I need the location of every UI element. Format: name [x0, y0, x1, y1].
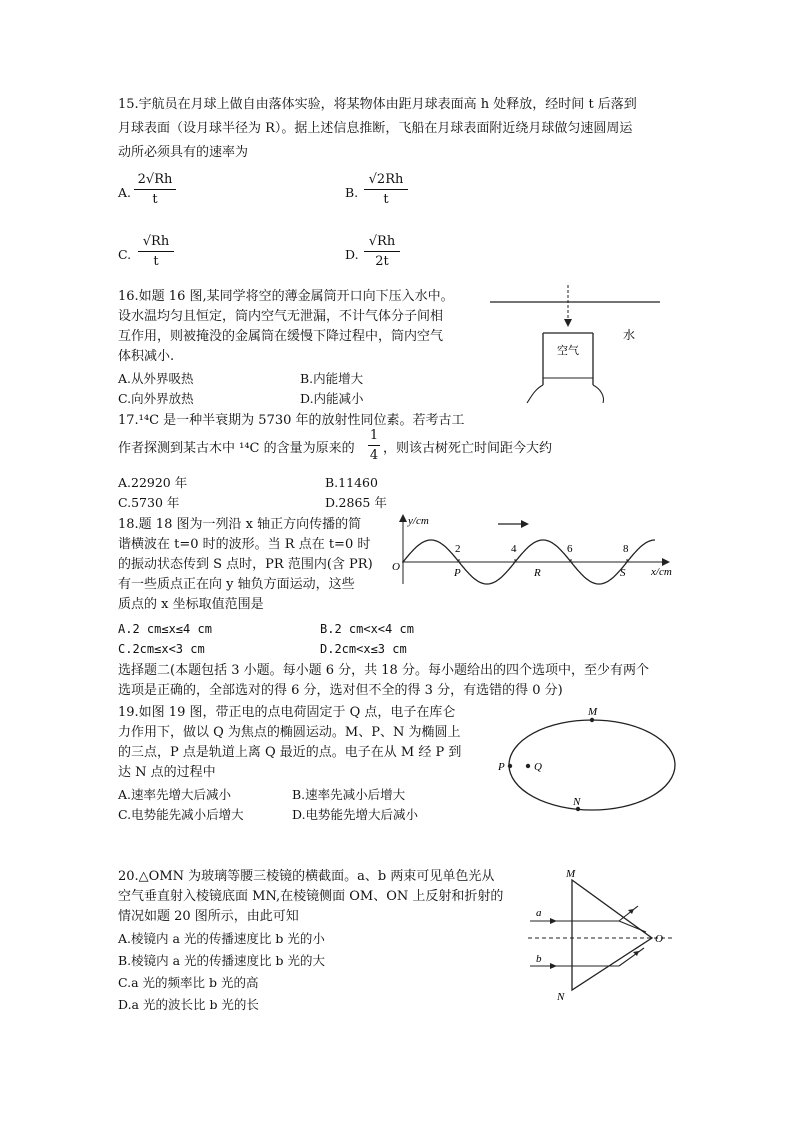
q17-line1: 17.¹⁴C 是一种半衰期为 5730 年的放射性同位素。若考古工 [118, 413, 465, 428]
q19-line3: 的三点，P 点是轨道上离 Q 最近的点。电子在从 M 经 P 到 [118, 745, 462, 760]
vertex-n-label: N [557, 991, 565, 1003]
q17-fraction [368, 428, 380, 463]
q15-option-c-fraction [138, 234, 174, 269]
q18-line4: 有一些质点正在向 y 轴负方面运动，这些 [118, 577, 355, 592]
q20-option-c: C.a 光的频率比 b 光的高 [118, 975, 259, 990]
q16-option-c: C.向外界放热 [118, 391, 194, 406]
q16-line2: 设水温均匀且恒定，筒内空气无泄漏，不计气体分子间相 [118, 309, 444, 324]
denominator: t [383, 192, 389, 207]
denominator: t [152, 192, 158, 207]
section2-line2: 选项是正确的，全部选对的得 6 分，选对但不全的得 3 分，有选错的得 0 分) [118, 683, 563, 698]
point-q-label: Q [534, 761, 542, 773]
q17-line2a: 作者探测到某古木中 ¹⁴C 的含量为原来的 [118, 441, 355, 456]
q20-option-d: D.a 光的波长比 b 光的长 [118, 997, 259, 1012]
q15-line1: 15.宇航员在月球上做自由落体实验，将某物体由距月球表面高 h 处释放，经时间 t 后落到 [118, 97, 637, 112]
q20-line2: 空气垂直射入棱镜底面 MN,在棱镜侧面 OM、ON 上反射和折射的 [118, 889, 504, 904]
q20-line1: 20.△OMN 为玻璃等腰三棱镜的横截面。a、b 两束可见单色光从 [118, 869, 495, 884]
q20-prism-figure [522, 866, 682, 1006]
q19-option-d: D.电势能先增大后减小 [292, 807, 419, 822]
q16-line1: 16.如题 16 图,某同学将空的薄金属筒开口向下压入水中。 [118, 289, 454, 304]
numerator: √Rh [368, 234, 396, 249]
q19-line2: 力作用下，做以 Q 为焦点的椭圆运动。M、P、N 为椭圆上 [118, 725, 461, 740]
q19-option-a: A.速率先增大后减小 [118, 787, 232, 802]
q15-line2: 月球表面（设月球半径为 R）。据上述信息推断，飞船在月球表面附近绕月球做匀速圆周运 [118, 121, 633, 136]
q17-option-b: B.11460 [325, 475, 378, 490]
q15-option-b-fraction [364, 172, 408, 207]
numerator: 2√Rh [137, 172, 173, 187]
denominator: t [153, 254, 159, 269]
q18-line1: 18.题 18 图为一列沿 x 轴正方向传播的简 [118, 517, 362, 532]
tick-label-6: 6 [567, 543, 573, 555]
q20-option-b: B.棱镜内 a 光的传播速度比 b 光的大 [118, 953, 326, 968]
tick-8 [623, 543, 629, 562]
q18-line5: 质点的 x 坐标取值范围是 [118, 597, 264, 612]
numerator: 1 [369, 428, 379, 443]
point-n-label: N [573, 796, 581, 808]
origin-label: O [392, 561, 400, 573]
q19-option-b: B.速率先减小后增大 [292, 787, 406, 802]
water-label: 水 [623, 328, 636, 342]
q15-option-b-label: B. [345, 185, 359, 200]
q15-option-d-fraction [364, 234, 400, 269]
q15-option-a-fraction [134, 172, 176, 207]
q17-option-a: A.22920 年 [118, 475, 188, 490]
q18-option-d: D.2cm<x≤3 cm [320, 642, 407, 656]
q16-option-b: B.内能增大 [300, 371, 364, 386]
q19-line1: 19.如图 19 图，带正电的点电荷固定于 Q 点，电子在库仑 [118, 705, 456, 720]
air-label: 空气 [557, 345, 579, 357]
point-p-label: P [454, 567, 461, 579]
q16-figure [485, 285, 665, 415]
tick-label-8: 8 [623, 543, 629, 555]
x-axis-label: x/cm [651, 566, 672, 578]
point-m-label: M [588, 706, 598, 718]
point-s-label: S [620, 567, 626, 579]
q19-ellipse-figure [490, 705, 690, 815]
ray-a-label: a [536, 907, 542, 919]
tick-2 [455, 543, 461, 562]
q17-option-c: C.5730 年 [118, 495, 180, 510]
tick-4 [511, 543, 517, 562]
q16-option-d: D.内能减小 [300, 391, 364, 406]
point-r-label: R [534, 567, 541, 579]
q17-option-d: D.2865 年 [325, 495, 387, 510]
section2-line1: 选择题二(本题包括 3 小题。每小题 6 分，共 18 分。每小题给出的四个选项中，至少有两个 [118, 663, 649, 678]
q16-line3: 互作用，则被掩没的金属筒在缓慢下降过程中，筒内空气 [118, 329, 444, 344]
q18-line2: 谐横波在 t=0 时的波形。当 R 点在 t=0 时 [118, 537, 371, 552]
denominator: 4 [369, 448, 379, 463]
q18-option-b: B.2 cm<x<4 cm [320, 622, 414, 636]
q20-option-a: A.棱镜内 a 光的传播速度比 b 光的小 [118, 931, 325, 946]
q17-line2b: ，则该古树死亡时间距今大约 [383, 441, 553, 456]
numerator: √Rh [142, 234, 170, 249]
point-p-label: P [498, 761, 505, 773]
numerator: √2Rh [368, 172, 404, 187]
q15-option-d-label: D. [345, 247, 359, 262]
q15-line3: 动所必须具有的速率为 [118, 145, 249, 160]
tick-label-2: 2 [455, 543, 461, 555]
vertex-o-label: O [655, 933, 663, 945]
denominator: 2t [375, 254, 389, 269]
q20-line3: 情况如题 20 图所示，由此可知 [118, 909, 299, 924]
ray-b-label: b [536, 953, 542, 965]
q16-line4: 体积减小. [118, 349, 175, 364]
q19-option-c: C.电势能先减小后增大 [118, 807, 244, 822]
q15-option-c-label: C. [118, 247, 132, 262]
q18-option-a: A.2 cm≤x≤4 cm [118, 622, 212, 636]
q18-option-c: C.2cm≤x<3 cm [118, 642, 205, 656]
tick-label-4: 4 [511, 543, 517, 555]
q18-line3: 的振动状态传到 S 点时，PR 范围内(含 PR) [118, 557, 373, 572]
q16-option-a: A.从外界吸热 [118, 371, 194, 386]
y-axis-label: y/cm [408, 515, 429, 527]
q19-line4: 达 N 点的过程中 [118, 765, 216, 780]
q18-wave-figure [390, 512, 690, 587]
q15-option-a-label: A. [118, 185, 132, 200]
vertex-m-label: M [566, 868, 576, 880]
